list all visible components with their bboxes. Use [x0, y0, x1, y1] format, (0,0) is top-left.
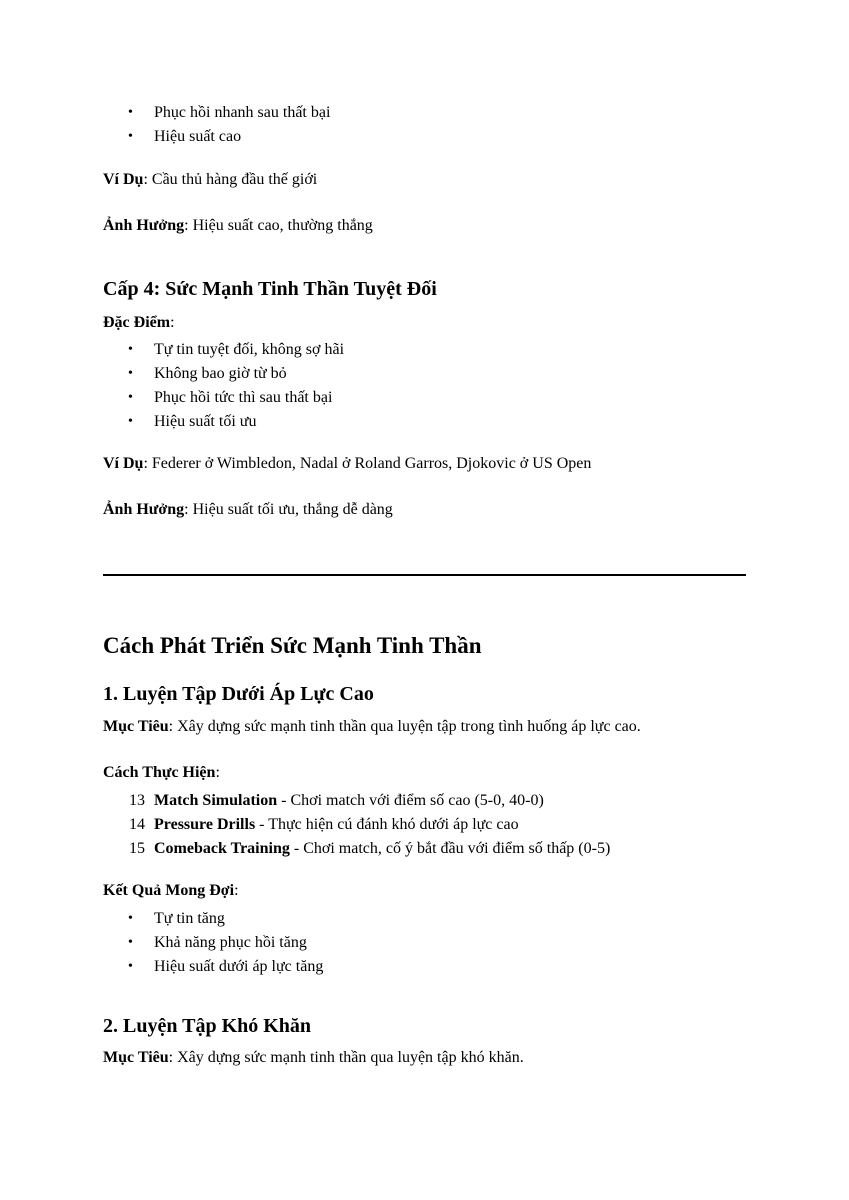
- features-colon: :: [170, 314, 175, 331]
- goal-label: Mục Tiêu: [103, 1049, 169, 1066]
- goal-paragraph: [103, 1048, 753, 1068]
- list-number: 15: [129, 840, 145, 857]
- bullet-icon: •: [128, 366, 133, 381]
- impact-label: Ảnh Hưởng: [103, 217, 185, 234]
- level4-heading: Cấp 4: Sức Mạnh Tinh Thần Tuyệt Đối: [103, 278, 437, 300]
- list-number: 14: [129, 816, 145, 833]
- goal-text: : Xây dựng sức mạnh tinh thần qua luyện tập trong tình huống áp lực cao.: [168, 718, 641, 735]
- list-item-text: [154, 813, 519, 837]
- list-item-text: Hiệu suất dưới áp lực tăng: [154, 958, 324, 975]
- list-item: [103, 955, 753, 979]
- list-item-text: [154, 837, 610, 861]
- list-item: [103, 338, 753, 362]
- bullet-icon: •: [128, 342, 133, 357]
- bullet-icon: •: [128, 414, 133, 429]
- method1-heading: 1. Luyện Tập Dưới Áp Lực Cao: [103, 683, 374, 705]
- list-item: [103, 386, 753, 410]
- impact-text: : Hiệu suất tối ưu, thắng dễ dàng: [184, 501, 393, 518]
- how-colon: :: [215, 764, 220, 781]
- how-paragraph: [103, 763, 753, 783]
- list-item-text: Tự tin tăng: [154, 910, 225, 927]
- bullet-icon: •: [128, 959, 133, 974]
- horizontal-divider: [103, 574, 746, 576]
- goal-paragraph: [103, 717, 753, 737]
- impact-paragraph: [103, 216, 753, 236]
- list-item-text: Khả năng phục hồi tăng: [154, 934, 307, 951]
- list-item: [103, 101, 753, 125]
- bullet-icon: •: [128, 935, 133, 950]
- example-paragraph: [103, 454, 753, 474]
- list-item-text: Tự tin tuyệt đối, không sợ hãi: [154, 341, 345, 358]
- list-item-text: Hiệu suất tối ưu: [154, 413, 257, 430]
- results-paragraph: [103, 881, 753, 901]
- list-item: [103, 410, 753, 434]
- method2-heading: 2. Luyện Tập Khó Khăn: [103, 1015, 312, 1037]
- results-colon: :: [234, 882, 239, 899]
- results-label: Kết Quả Mong Đợi: [103, 882, 235, 899]
- step-text: - Thực hiện cú đánh khó dưới áp lực cao: [255, 816, 519, 833]
- bullet-icon: •: [128, 390, 133, 405]
- how-label: Cách Thực Hiện: [103, 764, 216, 781]
- list-item-text: Phục hồi nhanh sau thất bại: [154, 104, 331, 121]
- impact-text: : Hiệu suất cao, thường thắng: [184, 217, 373, 234]
- list-item-text: Không bao giờ từ bỏ: [154, 365, 287, 382]
- step-title: Comeback Training: [154, 840, 290, 857]
- step-text: - Chơi match với điểm số cao (5-0, 40-0): [277, 792, 544, 809]
- list-number: 13: [129, 792, 145, 809]
- step-title: Match Simulation: [154, 792, 278, 809]
- example-label: Ví Dụ: [103, 455, 144, 472]
- list-item: [103, 789, 753, 813]
- step-title: Pressure Drills: [154, 816, 256, 833]
- goal-label: Mục Tiêu: [103, 718, 169, 735]
- example-label: Ví Dụ: [103, 171, 144, 188]
- example-text: : Federer ở Wimbledon, Nadal ở Roland Garros, Djokovic ở US Open: [143, 455, 592, 472]
- list-item: [103, 813, 753, 837]
- list-item: [103, 837, 753, 861]
- bullet-list-level3: [103, 101, 753, 149]
- list-item-text: [154, 789, 544, 813]
- bullet-icon: •: [128, 129, 133, 144]
- impact-paragraph: [103, 500, 753, 520]
- bullet-list-results: [103, 907, 753, 979]
- bullet-icon: •: [128, 911, 133, 926]
- list-item: [103, 907, 753, 931]
- section-heading: Cách Phát Triển Sức Mạnh Tinh Thần: [103, 633, 482, 658]
- features-paragraph: [103, 313, 753, 333]
- list-item: [103, 362, 753, 386]
- example-paragraph: [103, 170, 753, 190]
- bullet-list-level4: [103, 338, 753, 434]
- bullet-icon: •: [128, 105, 133, 120]
- impact-label: Ảnh Hưởng: [103, 501, 185, 518]
- features-label: Đặc Điểm: [103, 314, 171, 331]
- example-text: : Cầu thủ hàng đầu thế giới: [143, 171, 318, 188]
- numbered-list: [103, 789, 753, 861]
- step-text: - Chơi match, cố ý bắt đầu với điểm số thấp (0-5): [289, 840, 611, 857]
- list-item-text: Phục hồi tức thì sau thất bại: [154, 389, 333, 406]
- goal-text: : Xây dựng sức mạnh tinh thần qua luyện tập khó khăn.: [168, 1049, 524, 1066]
- list-item: [103, 125, 753, 149]
- list-item-text: Hiệu suất cao: [154, 128, 242, 145]
- list-item: [103, 931, 753, 955]
